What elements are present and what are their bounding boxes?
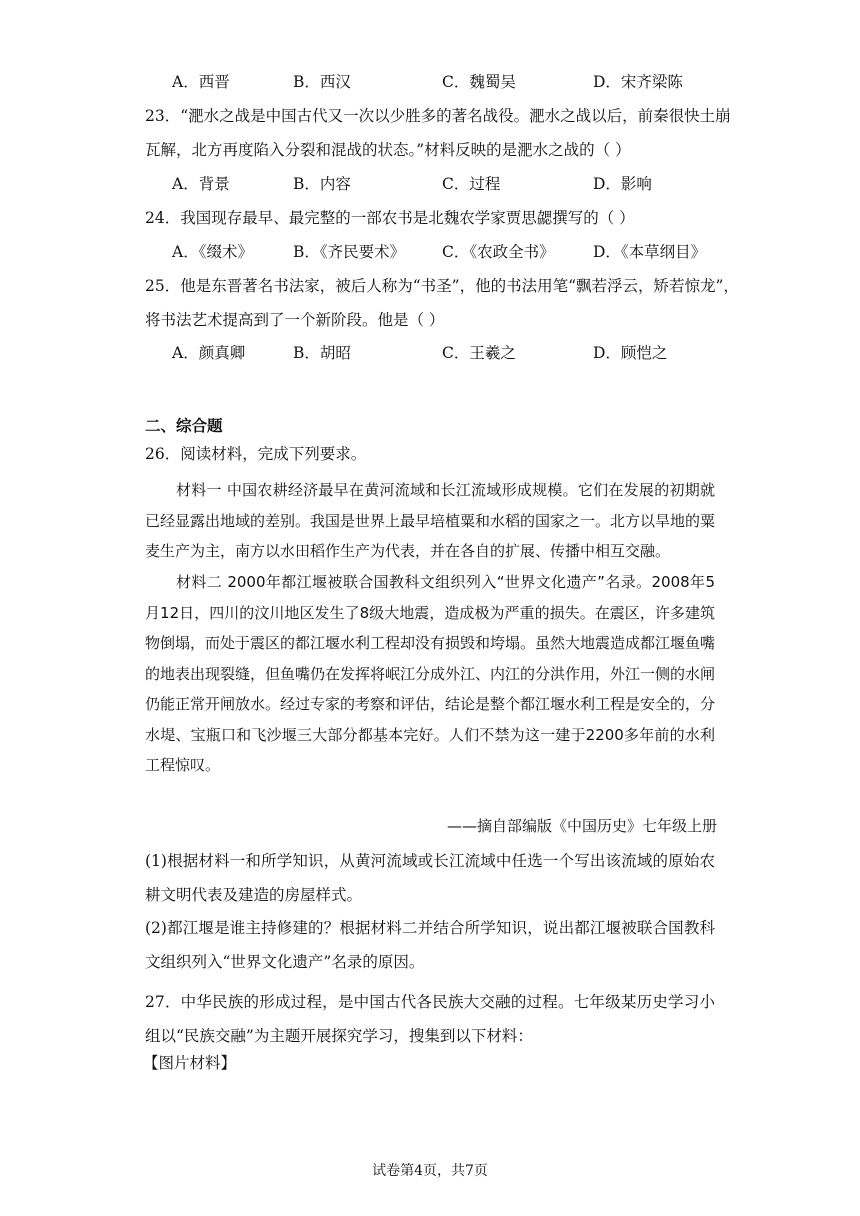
q26-source: ——摘自部编版《中国历史》七年级上册 bbox=[446, 817, 717, 835]
q25-option-d[interactable]: D．顾恺之 bbox=[593, 344, 668, 362]
q26-material-1: 材料一 中国农耕经济最早在黄河流域和长江流域形成规模。它们在发展的初期就已经显露出地域的差别。我国是世界上最早培植粟和水稻的国家之一。北方以旱地的粟麦生产为主，南方以水田稻作生产为代表，并在各自的扩展、传播中相互交融。 bbox=[145, 481, 716, 560]
q25-option-b[interactable]: B．胡昭 bbox=[293, 344, 351, 362]
q22-option-c[interactable]: C．魏蜀吴 bbox=[442, 73, 516, 91]
q24-option-b[interactable]: B．《齐民要术》 bbox=[293, 243, 406, 261]
q22-option-d[interactable]: D．宋齐梁陈 bbox=[593, 73, 683, 91]
q27-stem: 27．中华民族的形成过程，是中国古代各民族大交融的过程。七年级某历史学习小组以“民族交融”为主题开展探究学习，搜集到以下材料： bbox=[145, 993, 715, 1045]
q26-material-2: 材料二 2000年都江堰被联合国教科文组织列入“世界文化遗产”名录。2008年5月12日，四川的汶川地区发生了8级大地震，造成极为严重的损失。在震区，许多建筑物倒塌，而处于震区的都江堰水利工程却没有损毁和垮塌。虽然大地震造成都江堰鱼嘴的地表出现裂缝，但鱼嘴仍在发挥将岷江分成外江、内江的分洪作用，外江一侧的水闸仍能正常开闸放水。经过专家的考察和评估，结论是整个都江堰水利工程是安全的，分水堤、宝瓶口和飞沙堰三大部分都基本完好。人们不禁为这一建于2200多年前的水利工程惊叹。 bbox=[145, 573, 716, 774]
section-title: 二、综合题 bbox=[145, 416, 223, 435]
page-footer: 试卷第4页，共7页 bbox=[372, 1163, 488, 1179]
q23-option-d[interactable]: D．影响 bbox=[593, 175, 652, 193]
q25-stem-line1: 25．他是东晋著名书法家，被后人称为“书圣”，他的书法用笔“飘若浮云，矫若惊龙”， bbox=[145, 277, 739, 295]
q22-option-a[interactable]: A．西晋 bbox=[172, 73, 230, 91]
q23-stem-line1: 23．“淝水之战是中国古代又一次以少胜多的著名战役。淝水之战以后，前秦很快土崩 bbox=[145, 107, 731, 125]
q26-subquestion-2: (2)都江堰是谁主持修建的？根据材料二并结合所学知识，说出都江堰被联合国教科文组织列入“世界文化遗产”名录的原因。 bbox=[145, 919, 715, 971]
q23-option-c[interactable]: C．过程 bbox=[442, 175, 501, 193]
q26-intro: 26．阅读材料，完成下列要求。 bbox=[145, 445, 367, 463]
q22-option-b[interactable]: B．西汉 bbox=[293, 73, 351, 91]
q23-stem-line2: 瓦解，北方再度陷入分裂和混战的状态。”材料反映的是淝水之战的（ ） bbox=[145, 141, 631, 159]
q27-picture-label: 【图片材料】 bbox=[143, 1054, 237, 1072]
q26-subquestion-1: (1)根据材料一和所学知识，从黄河流域或长江流域中任选一个写出该流域的原始农耕文明代表及建造的房屋样式。 bbox=[145, 852, 715, 904]
q24-stem: 24．我国现存最早、最完整的一部农书是北魏农学家贾思勰撰写的（ ） bbox=[145, 209, 635, 227]
q25-option-c[interactable]: C．王羲之 bbox=[442, 344, 516, 362]
q24-option-c[interactable]: C．《农政全书》 bbox=[442, 243, 555, 261]
q25-option-a[interactable]: A．颜真卿 bbox=[172, 344, 246, 362]
q24-option-a[interactable]: A．《缀术》 bbox=[172, 243, 253, 261]
q23-option-b[interactable]: B．内容 bbox=[293, 175, 351, 193]
q24-option-d[interactable]: D．《本草纲目》 bbox=[593, 243, 707, 261]
q23-option-a[interactable]: A．背景 bbox=[172, 175, 230, 193]
q25-stem-line2: 将书法艺术提高到了一个新阶段。他是（ ） bbox=[145, 311, 445, 329]
